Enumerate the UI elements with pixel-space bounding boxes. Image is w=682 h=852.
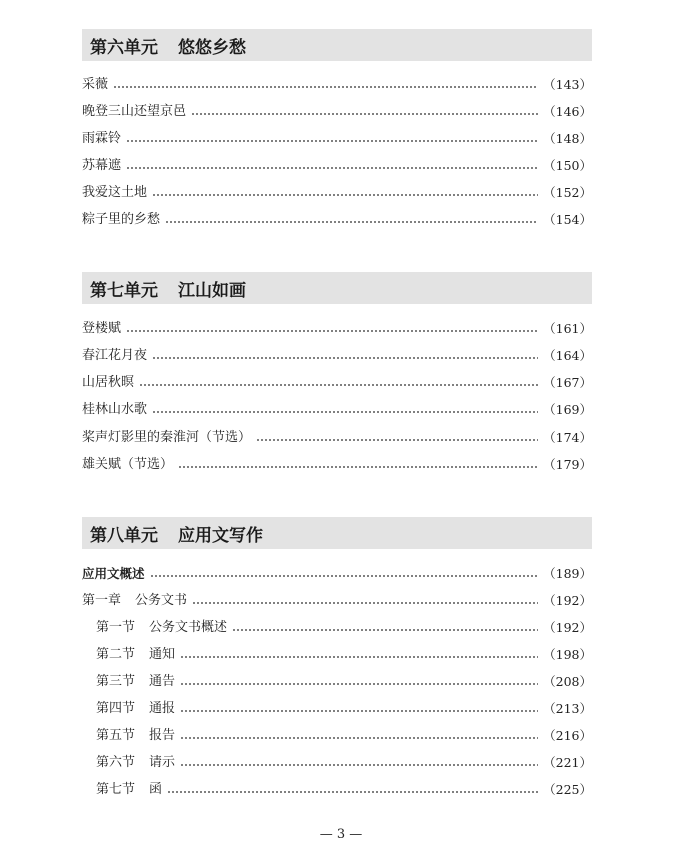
- page-number: （169）: [543, 402, 592, 417]
- entry-title: 公务文书: [135, 593, 188, 608]
- unit-number: 第六单元: [90, 37, 158, 58]
- page-number: （225）: [543, 782, 592, 797]
- page-number: （161）: [543, 321, 592, 336]
- page-number: （179）: [543, 457, 592, 472]
- unit-title: 悠悠乡愁: [178, 37, 246, 58]
- entry-title: 请示: [149, 755, 176, 770]
- entry-title: 通告: [149, 674, 176, 689]
- entry-title: 采薇: [82, 77, 109, 92]
- toc-entry[interactable]: [82, 320, 592, 338]
- section-number: 第一节: [96, 620, 136, 635]
- toc-entry-section[interactable]: [96, 754, 592, 772]
- page-number: （189）: [543, 566, 592, 581]
- dot-leader: [180, 656, 538, 658]
- dot-leader: [192, 602, 538, 604]
- entry-title: 报告: [149, 728, 176, 743]
- page-number: （208）: [543, 674, 592, 689]
- dot-leader: [152, 194, 538, 196]
- unit-header-7: [82, 272, 592, 304]
- page-number: （164）: [543, 348, 592, 363]
- page-number: （216）: [543, 728, 592, 743]
- section-number: 第五节: [96, 728, 136, 743]
- page-number: （198）: [543, 647, 592, 662]
- dot-leader: [191, 113, 538, 115]
- dot-leader: [126, 167, 538, 169]
- dot-leader: [126, 330, 538, 332]
- entry-title: 桨声灯影里的秦淮河（节选）: [82, 430, 252, 445]
- dot-leader: [180, 764, 538, 766]
- entry-title: 函: [149, 782, 163, 797]
- page-number: （143）: [543, 77, 592, 92]
- entry-title: 山居秋暝: [82, 375, 135, 390]
- entry-title: 应用文概述: [82, 566, 145, 581]
- dot-leader: [165, 221, 538, 223]
- toc-entry-section[interactable]: [96, 781, 592, 799]
- entry-title: 粽子里的乡愁: [82, 212, 161, 227]
- entry-title: 公务文书概述: [149, 620, 228, 635]
- unit-header-8: [82, 517, 592, 549]
- toc-entry[interactable]: [82, 429, 592, 447]
- dot-leader: [178, 466, 538, 468]
- dot-leader: [256, 439, 538, 441]
- toc-entry-section[interactable]: [96, 673, 592, 691]
- toc-entry[interactable]: [82, 157, 592, 175]
- page-number: （150）: [543, 158, 592, 173]
- toc-entry[interactable]: [82, 184, 592, 202]
- page-number: （213）: [543, 701, 592, 716]
- page-number: （154）: [543, 212, 592, 227]
- page-number: （167）: [543, 375, 592, 390]
- dot-leader: [139, 384, 538, 386]
- toc-entry[interactable]: [82, 456, 592, 474]
- toc-entry-chapter[interactable]: [82, 592, 592, 610]
- entry-title: 晚登三山还望京邑: [82, 104, 187, 119]
- section-number: 第六节: [96, 755, 136, 770]
- dot-leader: [126, 140, 538, 142]
- page-number: （148）: [543, 131, 592, 146]
- toc-entry-section[interactable]: [96, 700, 592, 718]
- entry-title: 雨霖铃: [82, 131, 122, 146]
- entry-title: 我爱这土地: [82, 185, 148, 200]
- dot-leader: [180, 710, 538, 712]
- entry-title: 春江花月夜: [82, 348, 148, 363]
- toc-entry[interactable]: [82, 76, 592, 94]
- toc-entry[interactable]: [82, 374, 592, 392]
- unit-title: 江山如画: [178, 280, 246, 301]
- section-number: 第三节: [96, 674, 136, 689]
- page-number: （152）: [543, 185, 592, 200]
- unit-header-6: [82, 29, 592, 61]
- toc-entry[interactable]: [82, 401, 592, 419]
- dot-leader: [180, 737, 538, 739]
- dot-leader: [113, 86, 538, 88]
- toc-entry[interactable]: [82, 347, 592, 365]
- entry-title: 苏幕遮: [82, 158, 122, 173]
- dot-leader: [167, 791, 538, 793]
- chapter-number: 第一章: [82, 593, 122, 608]
- entry-title: 通知: [149, 647, 176, 662]
- toc-entry[interactable]: [82, 103, 592, 121]
- unit-number: 第八单元: [90, 525, 158, 546]
- page-number: （174）: [543, 430, 592, 445]
- entry-title: 桂林山水歌: [82, 402, 148, 417]
- section-number: 第七节: [96, 782, 136, 797]
- toc-entry-section[interactable]: [96, 646, 592, 664]
- dot-leader: [180, 683, 538, 685]
- entry-title: 雄关赋（节选）: [82, 457, 174, 472]
- page-footer-number: — 3 —: [319, 827, 363, 842]
- dot-leader: [150, 575, 539, 577]
- page-number: （221）: [543, 755, 592, 770]
- toc-entry[interactable]: [82, 130, 592, 148]
- page-number: （192）: [543, 593, 592, 608]
- unit-title: 应用文写作: [178, 525, 263, 546]
- unit-number: 第七单元: [90, 280, 158, 301]
- toc-entry[interactable]: [82, 211, 592, 229]
- page-number: （192）: [543, 620, 592, 635]
- toc-entry-overview[interactable]: [82, 565, 592, 583]
- toc-entry-section[interactable]: [96, 727, 592, 745]
- section-number: 第四节: [96, 701, 136, 716]
- entry-title: 登楼赋: [82, 321, 122, 336]
- entry-title: 通报: [149, 701, 176, 716]
- dot-leader: [232, 629, 538, 631]
- toc-entry-section[interactable]: [96, 619, 592, 637]
- dot-leader: [152, 411, 538, 413]
- dot-leader: [152, 357, 538, 359]
- section-number: 第二节: [96, 647, 136, 662]
- page-number: （146）: [543, 104, 592, 119]
